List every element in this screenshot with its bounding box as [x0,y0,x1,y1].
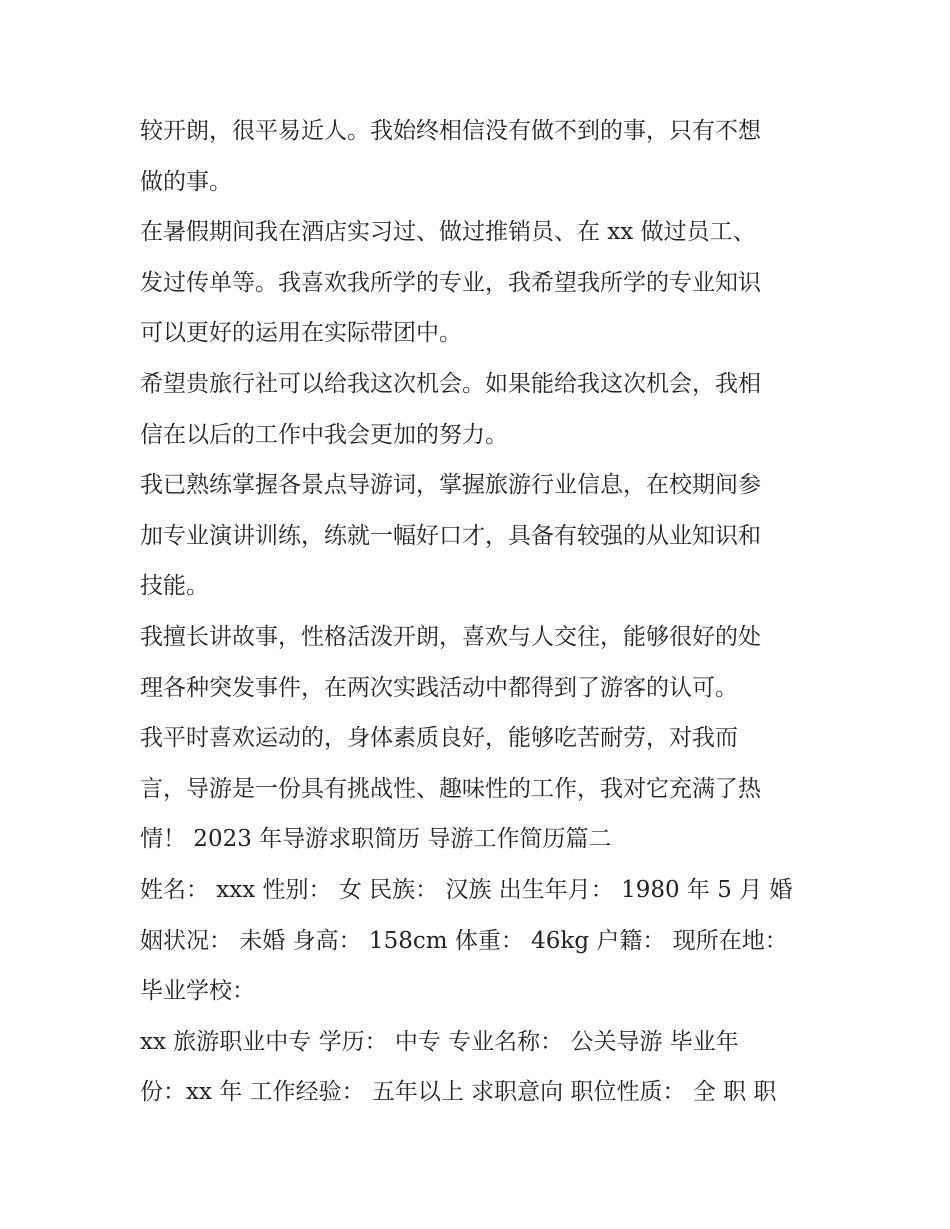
document-body [140,106,820,1118]
text-line: 情！ 2023 年导游求职简历 导游工作简历篇二 [140,826,612,853]
text-line: 我已熟练掌握各景点导游词，掌握旅游行业信息，在校期间参 [140,472,761,499]
text-line: 份：xx 年 工作经验： 五年以上 求职意向 职位性质： 全 职 职 [140,1079,777,1106]
text-line: 言，导游是一份具有挑战性、趣味性的工作，我对它充满了热 [140,775,761,802]
text-line: 加专业演讲训练，练就一幅好口才，具备有较强的从业知识和 [140,522,761,549]
text-line: 我擅长讲故事，性格活泼开朗，喜欢与人交往，能够很好的处 [140,623,761,650]
text-line: 我平时喜欢运动的，身体素质良好，能够吃苦耐劳，对我而 [140,725,738,752]
text-line: 姻状况： 未婚 身高： 158cm 体重： 46kg 户籍： 现所在地： [140,927,788,954]
text-line: 希望贵旅行社可以给我这次机会。如果能给我这次机会，我相 [140,370,761,397]
text-line: 毕业学校： [140,978,255,1005]
text-line: 姓名： xxx 性别： 女 民族： 汉族 出生年月： 1980 年 5 月 婚 [140,876,793,903]
text-line: 在暑假期间我在酒店实习过、做过推销员、在 xx 做过员工、 [140,219,756,246]
text-line: 信在以后的工作中我会更加的努力。 [140,421,508,448]
text-line: 做的事。 [140,168,232,195]
text-line: 发过传单等。我喜欢我所学的专业，我希望我所学的专业知识 [140,269,761,296]
text-line: 理各种突发事件，在两次实践活动中都得到了游客的认可。 [140,674,738,701]
text-line: 较开朗，很平易近人。我始终相信没有做不到的事，只有不想 [140,118,761,144]
text-line: 技能。 [140,573,209,600]
text-line: 可以更好的运用在实际带团中。 [140,320,462,347]
text-line: xx 旅游职业中专 学历： 中专 专业名称： 公关导游 毕业年 [140,1028,739,1055]
